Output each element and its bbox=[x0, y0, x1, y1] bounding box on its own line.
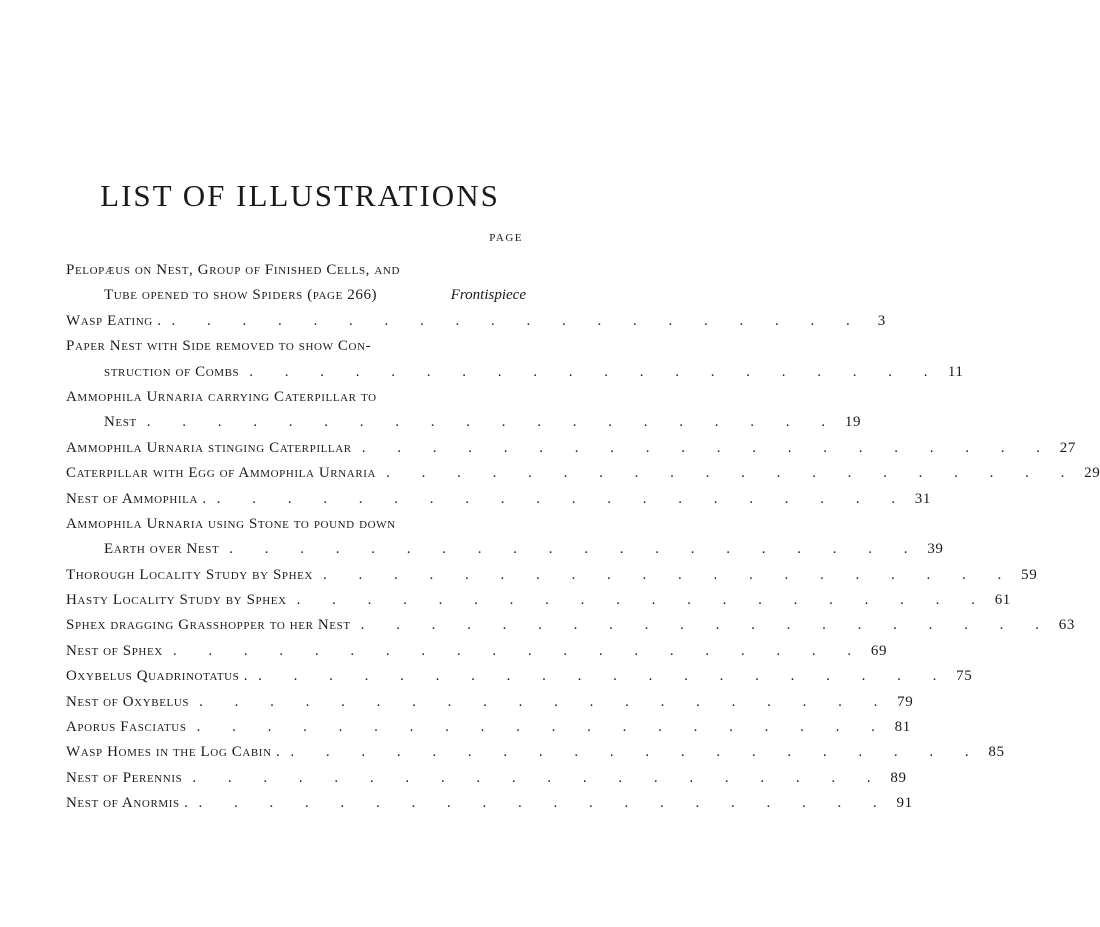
illustration-title: Tube opened to show Spiders (page 266) bbox=[104, 287, 378, 304]
illustration-entry-line bbox=[66, 283, 526, 308]
illustrations-list bbox=[66, 258, 1100, 817]
illustration-entry-line bbox=[66, 360, 964, 385]
illustration-title: Paper Nest with Side removed to show Con- bbox=[66, 338, 372, 355]
dot-leader: . . . . . . . . . . . . . . . . . . . . bbox=[199, 693, 892, 710]
dot-leader: . . . . . . . . . . . . . . . . . . . . bbox=[290, 744, 983, 761]
illustration-title: Thorough Locality Study by Sphex bbox=[66, 566, 314, 583]
illustration-title: Pelopæus on Nest, Group of Finished Cells, and bbox=[66, 262, 400, 278]
illustration-entry-line bbox=[66, 613, 1075, 638]
illustration-title: Nest of Oxybelus bbox=[66, 693, 190, 710]
illustration-entry-line bbox=[66, 740, 1005, 765]
dot-leader: . . . . . . . . . . . . . . . . . . . . bbox=[386, 465, 1079, 482]
illustration-entry-line bbox=[66, 537, 944, 562]
dot-leader: . . . . . . . . . . . . . . . . . . . . bbox=[258, 668, 951, 685]
illustration-title: Sphex dragging Grasshopper to her Nest bbox=[66, 617, 351, 634]
illustration-page-number: 75 bbox=[956, 668, 973, 685]
illustration-entry-line bbox=[66, 791, 913, 816]
illustration-page-number: 29 bbox=[1084, 465, 1100, 482]
illustration-title: Wasp Homes in the Log Cabin . bbox=[66, 744, 281, 761]
illustration-page-number: 19 bbox=[844, 414, 862, 431]
illustration-title: Earth over Nest bbox=[104, 541, 220, 558]
illustration-page-number: 59 bbox=[1021, 566, 1038, 583]
illustration-page-number: 85 bbox=[988, 744, 1005, 761]
dot-leader: . . . . . . . . . . . . . . . . . . . . bbox=[216, 490, 909, 507]
dot-leader: . . . . . . . . . . . . . . . . . . . . bbox=[146, 414, 840, 431]
illustration-title: Oxybelus Quadrinotatus . bbox=[66, 668, 249, 685]
illustration-title: Nest of Perennis bbox=[66, 769, 183, 786]
illustration-title: struction of Combs bbox=[104, 363, 240, 380]
illustration-entry-line bbox=[66, 690, 914, 715]
illustration-page-number: Frontispiece bbox=[450, 287, 526, 304]
dot-leader: . . . . . . . . . . . . . . . . . . . . bbox=[196, 719, 889, 736]
illustration-page-number: 27 bbox=[1059, 439, 1076, 456]
dot-leader: . . . . . . . . . . . . . . . . . . . . bbox=[198, 795, 891, 812]
dot-leader: . . . . . . . . . . . . . . . . . . . . bbox=[249, 363, 942, 380]
illustration-page-number: 79 bbox=[897, 693, 914, 710]
illustration-entry-line bbox=[66, 563, 1038, 588]
illustration-title: Caterpillar with Egg of Ammophila Urnaria bbox=[66, 465, 377, 482]
illustration-entry-line bbox=[66, 258, 526, 283]
illustration-title: Aporus Fasciatus bbox=[66, 719, 187, 736]
illustration-page-number: 81 bbox=[894, 719, 911, 736]
illustration-entry-line bbox=[66, 487, 931, 512]
illustration-entry-line bbox=[66, 766, 907, 791]
illustration-entry-line bbox=[66, 309, 886, 334]
page-column-label: PAGE bbox=[489, 232, 523, 244]
dot-leader: . . . . . . . . . . . . . . . . . . . . bbox=[172, 642, 866, 659]
illustration-title: Nest of Ammophila . bbox=[66, 490, 207, 507]
dot-leader: . . . . . . . . . . . . . . . . . . . . bbox=[323, 566, 1016, 583]
illustration-title: Hasty Locality Study by Sphex bbox=[66, 592, 287, 609]
dot-leader: . . . . . . . . . . . . . . . . . . . . bbox=[192, 769, 885, 786]
illustration-entry-line bbox=[66, 588, 1011, 613]
illustration-entry-line bbox=[66, 715, 911, 740]
illustration-page-number: 69 bbox=[870, 642, 888, 659]
dot-leader: . . . . . . . . . . . . . . . . . . . . bbox=[296, 592, 989, 609]
illustration-title: Wasp Eating . bbox=[66, 312, 162, 329]
dot-leader: . . . . . . . . . . . . . . . . . . . . bbox=[361, 439, 1054, 456]
illustration-page-number: 39 bbox=[927, 541, 944, 558]
illustration-entry-line bbox=[66, 461, 1100, 486]
illustration-title: Nest of Sphex bbox=[66, 642, 163, 659]
page-title: LIST OF ILLUSTRATIONS bbox=[100, 178, 500, 213]
illustration-title: Ammophila Urnaria stinging Caterpillar bbox=[66, 439, 352, 456]
illustration-page-number: 89 bbox=[890, 769, 907, 786]
illustration-title: Nest of Anormis . bbox=[66, 795, 189, 812]
dot-leader: . . . . . . . . . . . . . . . . . . . . bbox=[229, 541, 922, 558]
illustration-page-number: 11 bbox=[947, 363, 964, 380]
illustration-title: Nest bbox=[104, 414, 137, 431]
illustration-entry-line bbox=[66, 664, 973, 689]
illustration-page-number: 61 bbox=[994, 592, 1011, 609]
illustration-title: Ammophila Urnaria carrying Caterpillar to bbox=[66, 388, 377, 405]
illustration-entry-line bbox=[66, 436, 1076, 461]
illustration-page-number: 91 bbox=[896, 795, 913, 812]
illustration-title: Ammophila Urnaria using Stone to pound down bbox=[66, 515, 396, 532]
illustration-entry-line bbox=[66, 639, 888, 664]
illustration-page-number: 31 bbox=[914, 490, 931, 507]
illustration-entry-line bbox=[66, 512, 526, 537]
illustration-entry-line bbox=[66, 334, 526, 359]
dot-leader: . . . . . . . . . . . . . . . . . . . . bbox=[171, 312, 864, 329]
illustration-entry-line bbox=[66, 385, 526, 410]
illustration-page-number: 3 bbox=[877, 312, 886, 329]
illustration-entry-line bbox=[66, 410, 862, 435]
illustration-page-number: 63 bbox=[1058, 617, 1075, 634]
dot-leader: . . . . . . . . . . . . . . . . . . . . bbox=[360, 617, 1053, 634]
